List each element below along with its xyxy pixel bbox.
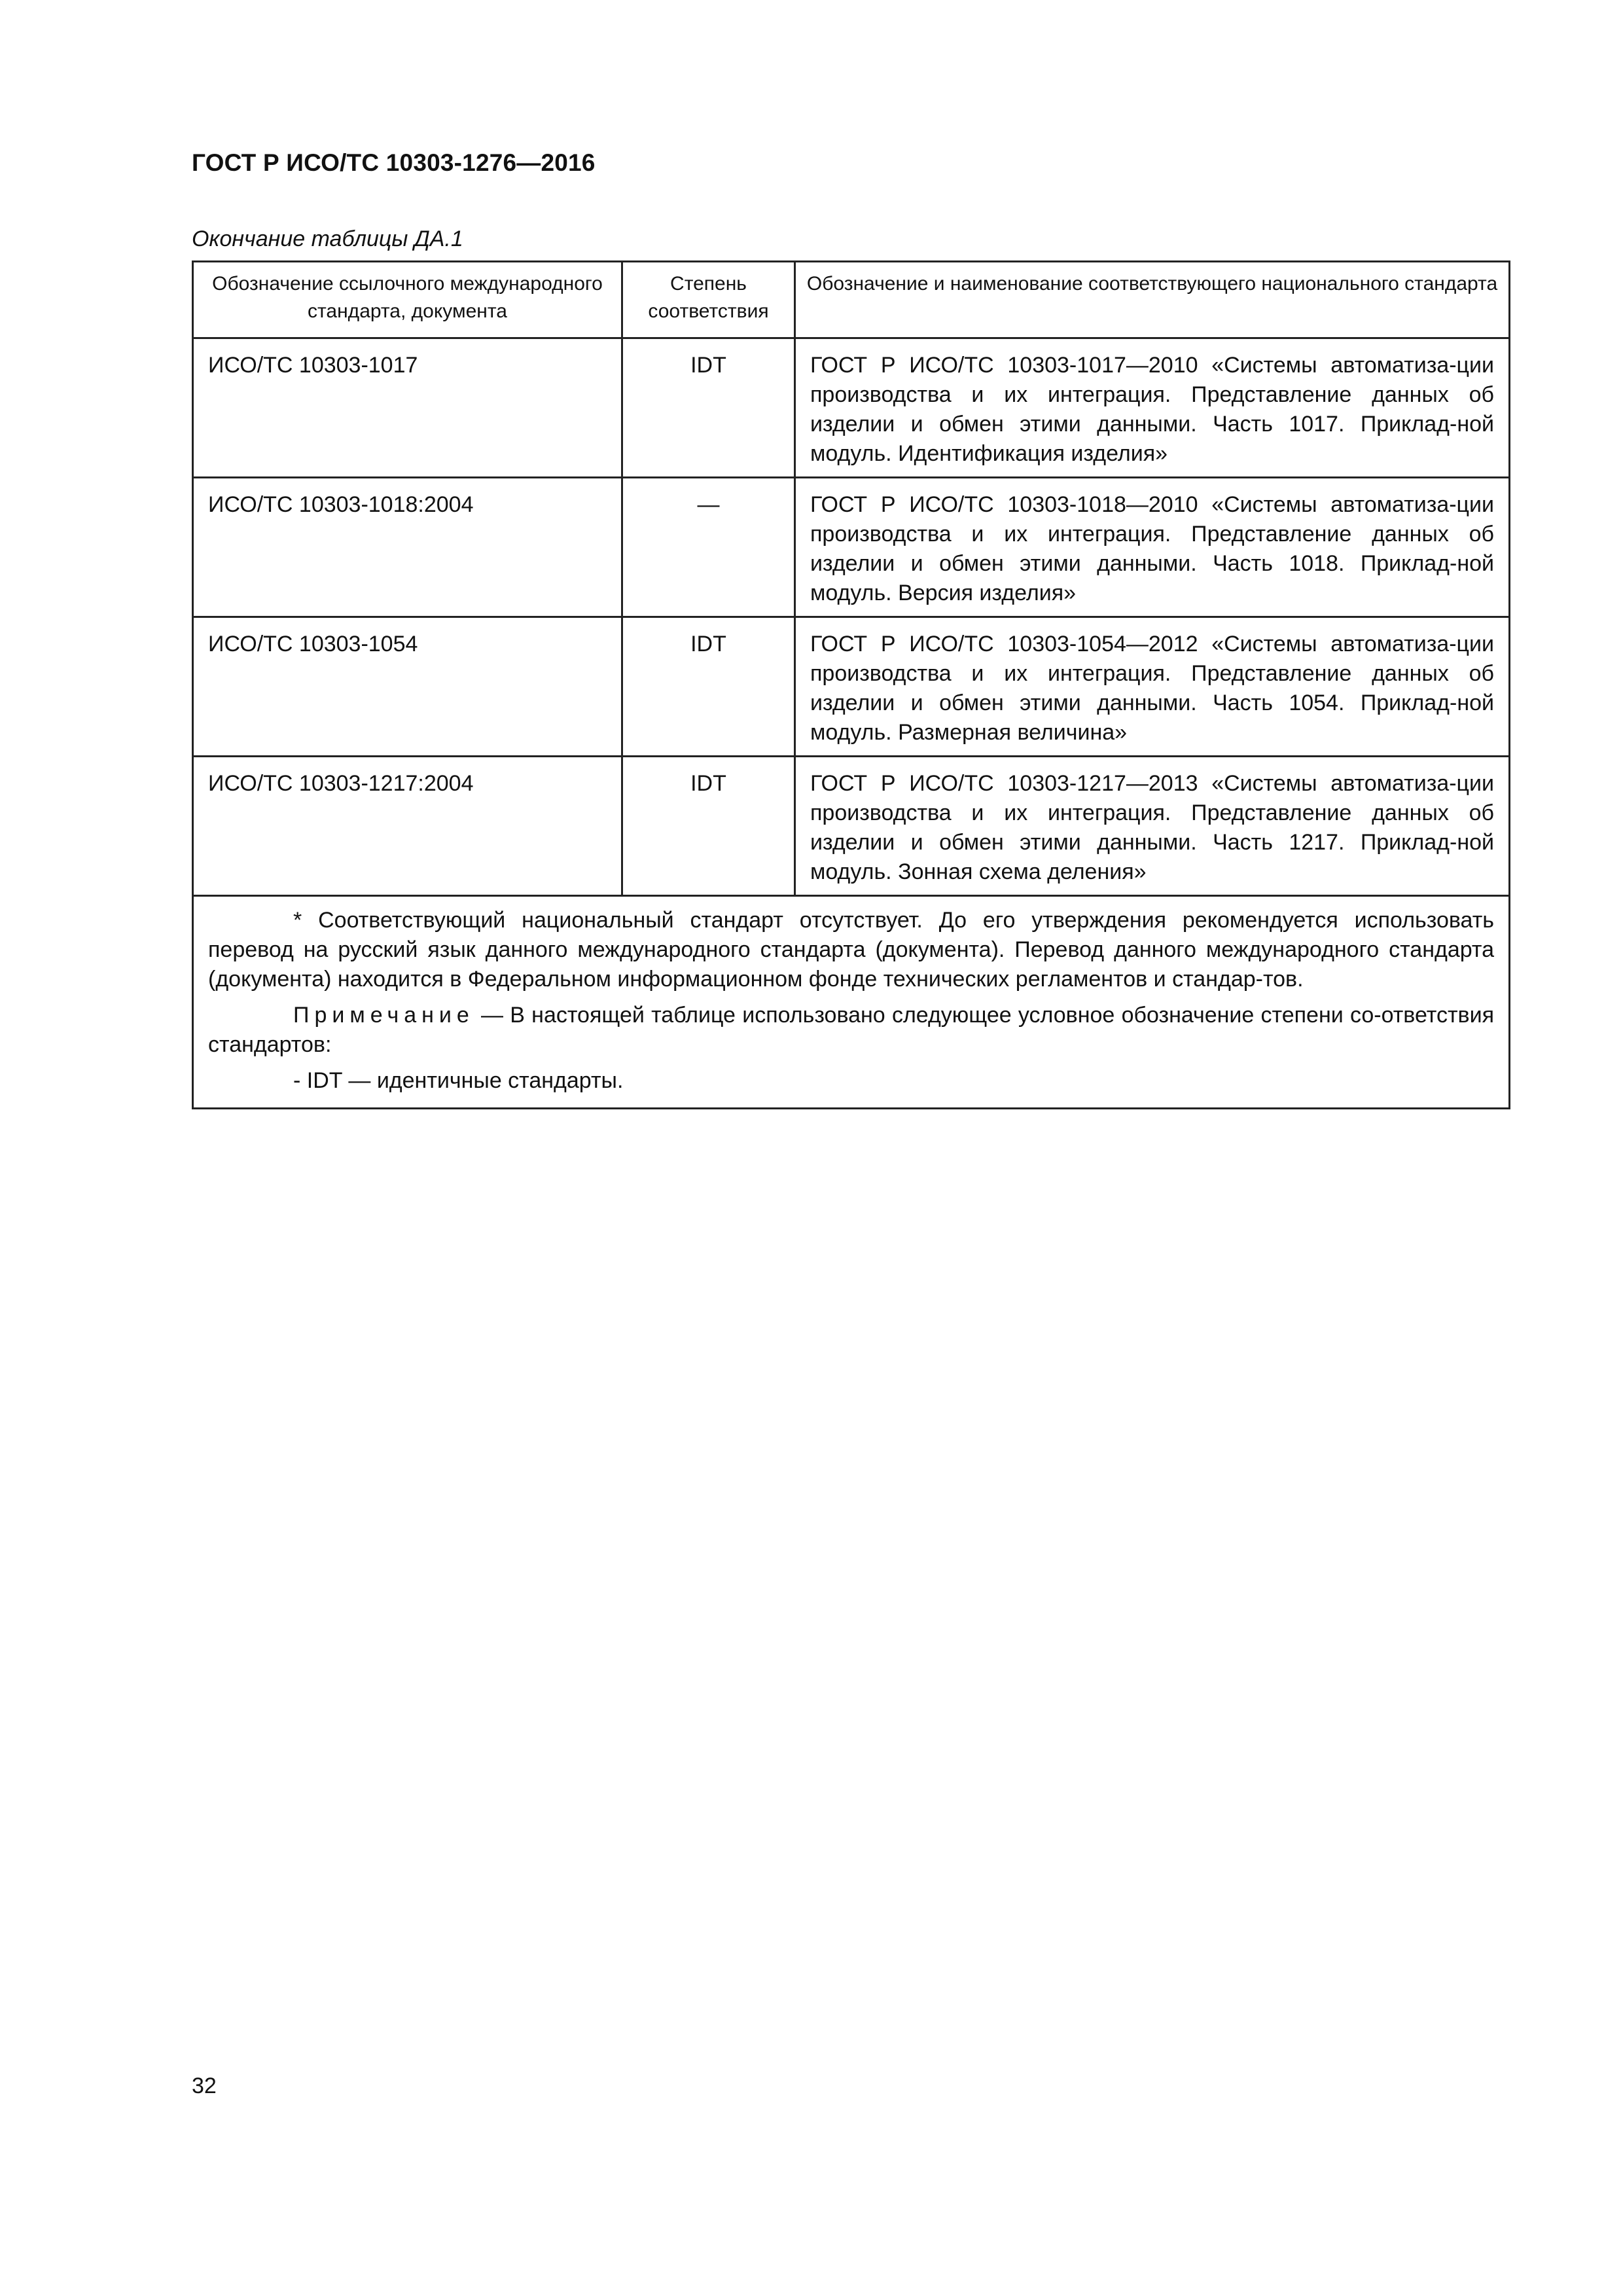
column-header-reference: Обозначение ссылочного международного стандарта, документа — [193, 262, 622, 338]
note-text: — В настоящей таблице использовано следующее условное обозначение степени со-ответствия стандартов: — [208, 1003, 1494, 1057]
document-header: ГОСТ Р ИСО/ТС 10303-1276—2016 — [192, 149, 596, 176]
table-row — [193, 478, 1510, 617]
footnote-cell — [193, 896, 1510, 1109]
degree-cell: — — [622, 478, 795, 617]
national-standard-cell: ГОСТ Р ИСО/ТС 10303-1217—2013 «Системы автоматиза-ции производства и их интеграция. Представление данных об изделии и обмен этими данными. Часть 1217. Приклад-ной модуль. Зонная схема деления» — [795, 757, 1510, 896]
degree-cell: IDT — [622, 757, 795, 896]
reference-cell: ИСО/ТС 10303-1217:2004 — [193, 757, 622, 896]
reference-cell: ИСО/ТС 10303-1018:2004 — [193, 478, 622, 617]
table-row — [193, 338, 1510, 478]
note-label: Примечание — [293, 1003, 474, 1028]
table-caption: Окончание таблицы ДА.1 — [192, 226, 463, 251]
table-row — [193, 617, 1510, 757]
table-footnote-row — [193, 896, 1510, 1109]
page-number: 32 — [192, 2073, 217, 2098]
column-header-national: Обозначение и наименование соответствующего национального стандарта — [795, 262, 1510, 338]
column-header-degree: Степень соответствия — [622, 262, 795, 338]
degree-cell: IDT — [622, 617, 795, 757]
footnote-text: * Соответствующий национальный стандарт отсутствует. До его утверждения рекомендуется использовать перевод на русский язык данного международного стандарта (документа). Перевод данного международного стандарта (документа) находится в Федеральном информационном фонде технических регламентов и стандар-тов. — [208, 908, 1494, 992]
national-standard-cell: ГОСТ Р ИСО/ТС 10303-1054—2012 «Системы автоматиза-ции производства и их интеграция. Представление данных об изделии и обмен этими данными. Часть 1054. Приклад-ной модуль. Размерная величина» — [795, 617, 1510, 757]
idt-legend-item: - IDT — идентичные стандарты. — [293, 1068, 624, 1093]
standards-table — [192, 260, 1510, 1109]
table-header-row — [193, 262, 1510, 338]
table-row — [193, 757, 1510, 896]
degree-cell: IDT — [622, 338, 795, 478]
note-paragraph — [208, 1001, 1494, 1060]
reference-cell: ИСО/ТС 10303-1017 — [193, 338, 622, 478]
reference-cell: ИСО/ТС 10303-1054 — [193, 617, 622, 757]
national-standard-cell: ГОСТ Р ИСО/ТС 10303-1018—2010 «Системы автоматиза-ции производства и их интеграция. Представление данных об изделии и обмен этими данными. Часть 1018. Приклад-ной модуль. Версия изделия» — [795, 478, 1510, 617]
national-standard-cell: ГОСТ Р ИСО/ТС 10303-1017—2010 «Системы автоматиза-ции производства и их интеграция. Представление данных об изделии и обмен этими данными. Часть 1017. Приклад-ной модуль. Идентификация изделия» — [795, 338, 1510, 478]
